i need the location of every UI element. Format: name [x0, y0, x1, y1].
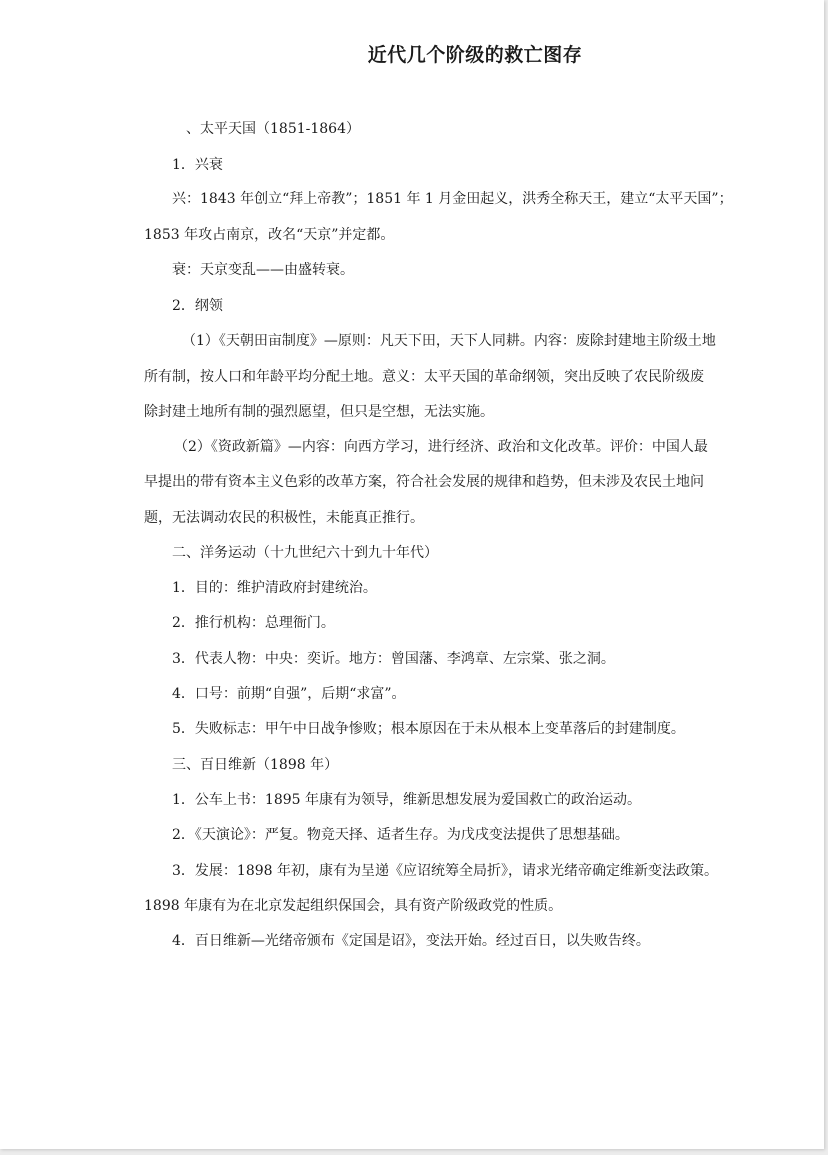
list-item: 1．目的：维护清政府封建统治。 — [172, 580, 377, 596]
list-item: 5．失败标志：甲午中日战争惨败；根本原因在于未从根本上变革落后的封建制度。 — [172, 721, 685, 737]
list-item: 3．代表人物：中央：奕䜣。地方：曾国藩、李鸿章、左宗棠、张之洞。 — [172, 651, 615, 667]
paragraph-line: 兴：1843 年创立“拜上帝教”；1851 年 1 月金田起义，洪秀全称天王，建立“太平天国”； — [172, 191, 733, 207]
paragraph-line: 除封建土地所有制的强烈愿望，但只是空想，无法实施。 — [144, 404, 494, 420]
paragraph-line: 所有制，按人口和年龄平均分配土地。意义：太平天国的革命纲领，突出反映了农民阶级废 — [144, 369, 704, 385]
subheading-program: 2．纲领 — [172, 298, 223, 314]
paragraph-line: 题，无法调动农民的积极性，未能真正推行。 — [144, 510, 424, 526]
subheading-rise-fall: 1．兴衰 — [172, 157, 223, 173]
paragraph-line: 衰：天京变乱——由盛转衰。 — [172, 262, 354, 278]
list-item: 4．百日维新—光绪帝颁布《定国是诏》，变法开始。经过百日，以失败告终。 — [172, 933, 650, 949]
paragraph-line: （2）《资政新篇》—内容：向西方学习，进行经济、政治和文化改革。评价：中国人最 — [174, 439, 708, 455]
page-title: 近代几个阶级的救亡图存 — [367, 44, 583, 66]
list-item: 2．推行机构：总理衙门。 — [172, 615, 335, 631]
paragraph-line: （1）《天朝田亩制度》—原则：凡天下田，天下人同耕。内容：废除封建地主阶级土地 — [182, 333, 716, 349]
list-item: 4．口号：前期“自强”，后期“求富”。 — [172, 686, 406, 702]
paragraph-line: 1898 年康有为在北京发起组织保国会，具有资产阶级政党的性质。 — [144, 898, 563, 914]
section-heading-self-strengthening: 二、洋务运动（十九世纪六十到九十年代） — [172, 545, 438, 561]
list-item: 3．发展：1898 年初，康有为呈递《应诏统筹全局折》，请求光绪帝确定维新变法政策。 — [172, 863, 718, 879]
paragraph-line: 1853 年攻占南京，改名“天京”并定都。 — [144, 227, 395, 243]
list-item: 1．公车上书：1895 年康有为领导，维新思想发展为爱国救亡的政治运动。 — [172, 792, 641, 808]
list-item: 2．《天演论》：严复。物竞天择、适者生存。为戊戌变法提供了思想基础。 — [172, 827, 629, 843]
section-heading-taiping: 、太平天国（1851-1864） — [186, 121, 360, 137]
paragraph-line: 早提出的带有资本主义色彩的改革方案，符合社会发展的规律和趋势，但未涉及农民土地问 — [144, 474, 704, 490]
section-heading-hundred-days: 三、百日维新（1898 年） — [172, 757, 339, 773]
